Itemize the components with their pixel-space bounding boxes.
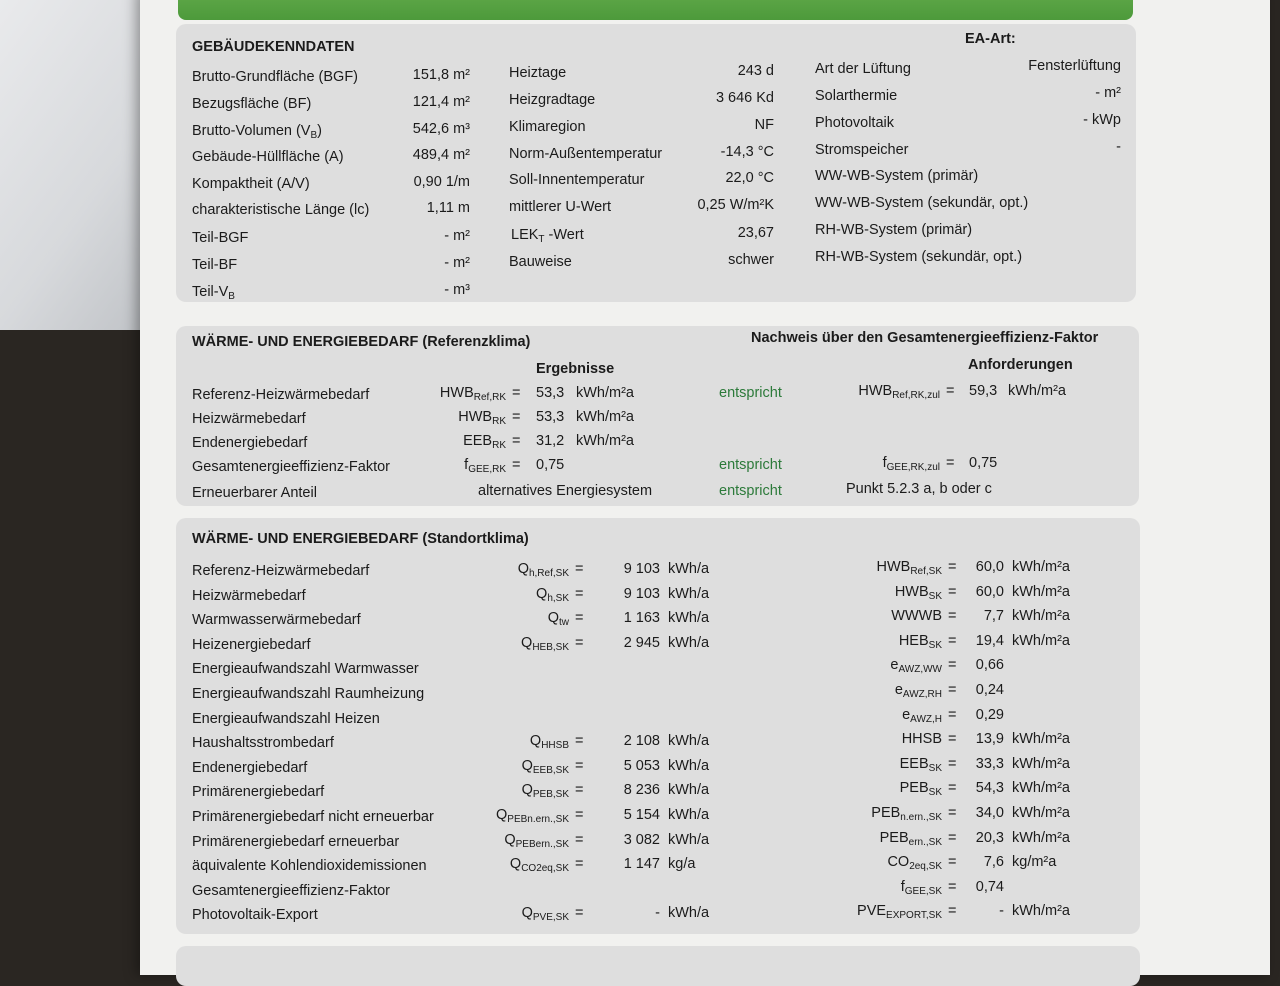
gk-climate-value: 23,67 xyxy=(737,225,774,241)
sk-r-symbol xyxy=(900,755,942,778)
sk-r-symbol-subscript: 2eq,SK xyxy=(909,861,942,872)
gk-climate-label xyxy=(511,226,584,249)
sk-r-symbol-subscript: GEE,SK xyxy=(904,886,942,897)
gk-climate-value: -14,3 °C xyxy=(720,144,774,160)
sk-r-equals: = xyxy=(948,903,957,919)
sk-r-symbol-subscript: ern.,SK xyxy=(908,837,942,848)
ref-symbol-subscript: RK xyxy=(492,440,506,451)
sk-equals: = xyxy=(575,610,584,626)
sk-symbol xyxy=(530,732,569,755)
sk-equals: = xyxy=(575,733,584,749)
sk-r-symbol-subscript: SK xyxy=(928,591,942,602)
sk-r-value: 33,3 xyxy=(975,756,1004,772)
sk-symbol-symbol: Q xyxy=(496,807,508,823)
ref-req-equals: = xyxy=(946,383,955,399)
sk-r-symbol-subscript: AWZ,RH xyxy=(902,689,942,700)
gk-system-label: Photovoltaik xyxy=(815,115,894,131)
sk-r-symbol-symbol: PVE xyxy=(857,903,887,919)
sk-r-symbol xyxy=(871,804,942,827)
ref-req-value: 0,75 xyxy=(969,455,998,471)
sk-equals: = xyxy=(575,905,584,921)
sk-symbol xyxy=(504,831,569,854)
sk-r-symbol-symbol: PEB xyxy=(879,830,909,846)
sk-equals: = xyxy=(575,856,584,872)
sk-unit: kg/a xyxy=(668,856,696,872)
sk-label: Photovoltaik-Export xyxy=(192,907,318,923)
sk-r-unit: kWh/m²a xyxy=(1012,830,1070,846)
sk-r-value: 19,4 xyxy=(975,633,1004,649)
sk-symbol xyxy=(522,904,569,927)
erneuerbarer-anteil-value: alternatives Energiesystem xyxy=(478,483,653,499)
bgf-label: charakteristische Länge (lc) xyxy=(192,202,370,218)
sk-r-symbol xyxy=(857,902,942,925)
sk-r-symbol-subscript: SK xyxy=(928,787,942,798)
gk-climate-label: mittlerer U-Wert xyxy=(509,199,612,215)
ref-req-value: 59,3 xyxy=(969,383,998,399)
sk-r-unit: kg/m²a xyxy=(1012,854,1057,870)
ref-req-symbol-subscript: Ref,RK,zul xyxy=(892,390,940,401)
ref-symbol-symbol: EEB xyxy=(463,433,493,449)
gk-system-label: Art der Lüftung xyxy=(815,61,911,77)
sk-r-equals: = xyxy=(948,682,957,698)
sk-r-symbol-symbol: HEB xyxy=(898,633,929,649)
sk-r-symbol xyxy=(899,632,942,655)
sk-symbol-subscript: PVE,SK xyxy=(532,912,569,923)
erneuerbarer-anteil-label: Erneuerbarer Anteil xyxy=(192,485,317,501)
sk-unit: kWh/a xyxy=(668,832,710,848)
sk-label: Endenergiebedarf xyxy=(192,760,308,776)
sk-unit: kWh/a xyxy=(668,782,710,798)
sk-unit: kWh/a xyxy=(668,905,710,921)
ref-req-symbol-subscript: GEE,RK,zul xyxy=(886,462,940,473)
gk-system-label: WW-WB-System (sekundär, opt.) xyxy=(815,195,1029,211)
gk-value: - m² xyxy=(444,228,470,244)
gk-value: - m³ xyxy=(444,282,470,298)
sk-symbol-subscript: tw xyxy=(559,617,569,628)
next-section xyxy=(176,946,1140,986)
sk-symbol xyxy=(536,585,569,608)
sk-r-symbol-symbol: HWB xyxy=(876,559,911,575)
sk-unit: kWh/a xyxy=(668,610,710,626)
sk-r-value: 0,24 xyxy=(975,682,1004,698)
gk-value: 121,4 m² xyxy=(412,94,470,110)
ref-status: entspricht xyxy=(719,457,782,473)
sk-unit: kWh/a xyxy=(668,635,710,651)
bgf-label: Gebäude-Hüllfläche (A) xyxy=(192,149,344,165)
sk-equals: = xyxy=(575,635,584,651)
sk-value: 9 103 xyxy=(623,561,660,577)
gk-label-main: LEK xyxy=(511,227,539,243)
sk-symbol xyxy=(548,609,569,632)
gk-system-label: RH-WB-System (primär) xyxy=(815,222,973,238)
gk-system-value: - kWp xyxy=(1083,112,1121,128)
ref-value: 0,75 xyxy=(536,457,565,473)
ref-equals: = xyxy=(512,409,521,425)
sk-label: Warmwasserwärmebedarf xyxy=(192,612,361,628)
ref-req-symbol xyxy=(858,382,940,405)
sk-value: - xyxy=(655,905,660,921)
sk-r-symbol xyxy=(901,878,942,901)
ref-unit: kWh/m²a xyxy=(576,409,634,425)
ref-symbol xyxy=(440,384,506,407)
bgf-label: Kompaktheit (A/V) xyxy=(192,176,310,192)
gk-climate-value: 3 646 Kd xyxy=(715,90,774,106)
sk-r-unit: kWh/m²a xyxy=(1012,608,1070,624)
sk-r-symbol-symbol: EEB xyxy=(899,756,929,772)
sk-r-value: - xyxy=(999,903,1004,919)
sk-symbol-symbol: Q xyxy=(547,610,559,626)
sk-symbol-subscript: PEBn.ern.,SK xyxy=(507,814,569,825)
sk-r-unit: kWh/m²a xyxy=(1012,780,1070,796)
sk-label: Primärenergiebedarf xyxy=(192,784,325,800)
sk-label: Energieaufwandszahl Raumheizung xyxy=(192,686,425,702)
ref-req-symbol-symbol: f xyxy=(882,455,887,471)
gk-climate-label: Heizgradtage xyxy=(509,92,596,108)
sk-unit: kWh/a xyxy=(668,733,710,749)
gk-climate-value: schwer xyxy=(728,252,774,268)
sk-equals: = xyxy=(575,586,584,602)
ref-symbol-subscript: GEE,RK xyxy=(468,464,506,475)
sk-equals: = xyxy=(575,832,584,848)
sk-r-value: 0,66 xyxy=(975,657,1004,673)
gk-system-label: Stromspeicher xyxy=(815,142,909,158)
referenzklima-section xyxy=(176,326,1139,506)
gk-system-label: Solarthermie xyxy=(815,88,898,104)
sk-r-unit: kWh/m²a xyxy=(1012,731,1070,747)
gk-climate-label: Norm-Außentemperatur xyxy=(509,146,663,162)
sk-label: Primärenergiebedarf nicht erneuerbar xyxy=(192,809,434,825)
bgf-label: Bezugsfläche (BF) xyxy=(192,96,312,112)
ref-req-symbol xyxy=(883,454,940,477)
sk-r-equals: = xyxy=(948,854,957,870)
gk-label-sub: B xyxy=(228,291,235,302)
sk-label: Heizwärmebedarf xyxy=(192,588,306,604)
sk-r-value: 54,3 xyxy=(975,780,1004,796)
sk-r-symbol xyxy=(876,558,942,581)
ref-status: entspricht xyxy=(719,385,782,401)
gk-label-end: ) xyxy=(317,123,322,139)
sk-r-symbol-symbol: HWB xyxy=(894,584,929,600)
gk-value: - m² xyxy=(444,255,470,271)
gk-label xyxy=(192,122,322,145)
gk-climate-value: 0,25 W/m²K xyxy=(697,197,774,213)
sk-r-symbol-subscript: n.ern.,SK xyxy=(900,812,942,823)
gk-system-value: - xyxy=(1116,139,1121,155)
gk-system-label: RH-WB-System (sekundär, opt.) xyxy=(815,249,1023,265)
ergebnisse-heading: Ergebnisse xyxy=(536,361,615,377)
referenzklima-title: WÄRME- UND ENERGIEBEDARF (Referenzklima) xyxy=(192,334,531,350)
ref-symbol-symbol: HWB xyxy=(439,385,474,401)
sk-label: äquivalente Kohlendioxidemissionen xyxy=(192,858,427,874)
sk-r-value: 34,0 xyxy=(975,805,1004,821)
sk-r-equals: = xyxy=(948,731,957,747)
gk-system-label: WW-WB-System (primär) xyxy=(815,168,979,184)
ref-symbol-subscript: Ref,RK xyxy=(473,392,506,403)
sk-value: 1 147 xyxy=(623,856,660,872)
sk-r-symbol-symbol: e xyxy=(894,682,903,698)
gk-system-value: - m² xyxy=(1095,85,1121,101)
header-green-bar xyxy=(178,0,1133,20)
sk-symbol-symbol: Q xyxy=(529,733,542,749)
ref-label: Heizwärmebedarf xyxy=(192,411,306,427)
ref-value: 31,2 xyxy=(536,433,565,449)
sk-r-symbol xyxy=(895,583,942,606)
sk-r-symbol-symbol: f xyxy=(900,879,905,895)
erneuerbarer-anteil-requirement: Punkt 5.2.3 a, b oder c xyxy=(846,481,992,497)
sk-symbol-symbol: Q xyxy=(536,586,548,602)
ea-art-label: EA-Art: xyxy=(965,31,1016,47)
ref-label: Referenz-Heizwärmebedarf xyxy=(192,387,370,403)
gk-climate-label: Klimaregion xyxy=(509,119,586,135)
gk-value: 1,11 m xyxy=(426,200,470,216)
bgf-label: Teil-BF xyxy=(192,257,238,273)
sk-r-unit: kWh/m²a xyxy=(1012,903,1070,919)
ref-equals: = xyxy=(512,385,521,401)
sk-r-equals: = xyxy=(948,780,957,796)
sk-r-symbol xyxy=(902,706,942,729)
sk-r-value: 60,0 xyxy=(975,559,1004,575)
sk-label: Heizenergiebedarf xyxy=(192,637,311,653)
sk-r-symbol xyxy=(902,730,942,753)
sk-r-symbol-subscript: EXPORT,SK xyxy=(886,910,942,921)
sk-r-symbol xyxy=(887,853,942,876)
gk-climate-value: NF xyxy=(754,117,774,133)
sk-r-equals: = xyxy=(948,584,957,600)
sk-r-symbol-symbol: e xyxy=(902,707,911,723)
sk-symbol-symbol: Q xyxy=(517,561,529,577)
sk-r-value: 60,0 xyxy=(975,584,1004,600)
sk-unit: kWh/a xyxy=(668,758,710,774)
sk-symbol-subscript: h,Ref,SK xyxy=(528,568,569,579)
gk-climate-label: Bauweise xyxy=(509,254,572,270)
sk-label: Referenz-Heizwärmebedarf xyxy=(192,563,370,579)
bgf-label: Brutto-Grundfläche (BGF) xyxy=(192,69,358,85)
sk-r-equals: = xyxy=(948,657,957,673)
sk-symbol-symbol: Q xyxy=(521,905,533,921)
sk-r-symbol xyxy=(895,681,942,704)
sk-r-equals: = xyxy=(948,879,957,895)
standortklima-title: WÄRME- UND ENERGIEBEDARF (Standortklima) xyxy=(192,531,529,547)
sk-r-symbol-subscript: AWZ,WW xyxy=(898,664,942,675)
sk-symbol xyxy=(496,806,569,829)
sk-r-unit: kWh/m²a xyxy=(1012,756,1070,772)
ref-equals: = xyxy=(512,457,521,473)
ref-req-equals: = xyxy=(946,455,955,471)
sk-equals: = xyxy=(575,782,584,798)
sk-symbol-symbol: Q xyxy=(521,635,533,651)
sk-value: 2 945 xyxy=(623,635,660,651)
sk-equals: = xyxy=(575,758,584,774)
sk-symbol-symbol: Q xyxy=(521,782,533,798)
ref-symbol-symbol: f xyxy=(464,457,469,473)
gk-value: 0,90 1/m xyxy=(413,174,470,190)
ref-label: Gesamtenergieeffizienz-Faktor xyxy=(192,459,390,475)
ref-equals: = xyxy=(512,433,521,449)
ref-symbol xyxy=(458,408,506,431)
sk-label: Gesamtenergieeffizienz-Faktor xyxy=(192,883,390,899)
sk-symbol-subscript: EEB,SK xyxy=(532,765,569,776)
ref-symbol-subscript: RK xyxy=(492,416,506,427)
sk-symbol xyxy=(510,855,569,878)
sk-r-symbol-symbol: PEB xyxy=(899,780,929,796)
sk-r-value: 13,9 xyxy=(975,731,1004,747)
gk-label-sub: T xyxy=(538,234,545,245)
sk-r-equals: = xyxy=(948,830,957,846)
sk-value: 2 108 xyxy=(623,733,660,749)
gk-label-end: -Wert xyxy=(544,227,584,243)
sk-r-symbol-subscript: Ref,SK xyxy=(910,566,942,577)
ref-symbol-symbol: HWB xyxy=(458,409,493,425)
sk-r-symbol xyxy=(900,779,942,802)
gk-label-main: Brutto-Volumen (V xyxy=(192,123,311,139)
sk-r-equals: = xyxy=(948,756,957,772)
ref-value: 53,3 xyxy=(536,385,565,401)
sk-symbol-subscript: h,SK xyxy=(547,593,569,604)
ref-unit: kWh/m²a xyxy=(576,385,634,401)
gk-value: 542,6 m³ xyxy=(412,121,470,137)
sk-unit: kWh/a xyxy=(668,807,710,823)
sk-equals: = xyxy=(575,807,584,823)
sk-label: Primärenergiebedarf erneuerbar xyxy=(192,834,400,850)
sk-r-unit: kWh/m²a xyxy=(1012,559,1070,575)
sk-r-unit: kWh/m²a xyxy=(1012,805,1070,821)
gk-climate-value: 22,0 °C xyxy=(725,170,774,186)
sk-equals: = xyxy=(575,561,584,577)
sk-r-equals: = xyxy=(948,633,957,649)
sk-symbol xyxy=(522,757,569,780)
gk-label-main: Teil-V xyxy=(192,284,229,300)
sk-r-value: 7,7 xyxy=(983,608,1004,624)
bgf-label: Teil-BGF xyxy=(192,230,249,246)
sk-r-symbol xyxy=(891,607,942,630)
ref-symbol xyxy=(463,432,506,455)
sk-r-value: 0,74 xyxy=(975,879,1004,895)
gk-climate-label: Heiztage xyxy=(509,65,567,81)
sk-symbol-symbol: Q xyxy=(509,856,522,872)
ref-req-unit: kWh/m²a xyxy=(1008,383,1066,399)
sk-symbol xyxy=(522,781,569,804)
gk-climate-value: 243 d xyxy=(737,63,774,79)
gk-label-sub: B xyxy=(310,130,318,141)
gk-value: 151,8 m² xyxy=(412,67,470,83)
ref-unit: kWh/m²a xyxy=(576,433,634,449)
sk-r-value: 20,3 xyxy=(975,830,1004,846)
sk-symbol-symbol: Q xyxy=(504,832,516,848)
sk-label: Energieaufwandszahl Warmwasser xyxy=(192,661,419,677)
sk-r-symbol-subscript: SK xyxy=(928,763,942,774)
sk-symbol-subscript: CO2eq,SK xyxy=(521,863,569,874)
ref-symbol xyxy=(464,456,506,479)
gk-climate-label: Soll-Innentemperatur xyxy=(509,172,645,188)
sk-symbol xyxy=(521,634,569,657)
sk-r-symbol-symbol: CO xyxy=(887,854,910,870)
sk-r-symbol-symbol: e xyxy=(890,657,899,673)
sk-r-equals: = xyxy=(948,805,957,821)
sk-value: 5 154 xyxy=(623,807,660,823)
sk-label: Energieaufwandszahl Heizen xyxy=(192,711,380,727)
sk-r-value: 7,6 xyxy=(983,854,1004,870)
gebaeudekenndaten-title: GEBÄUDEKENNDATEN xyxy=(192,39,355,55)
sk-r-symbol xyxy=(880,829,942,852)
sk-label: Haushaltsstrombedarf xyxy=(192,735,334,751)
sk-value: 9 103 xyxy=(623,586,660,602)
sk-r-symbol-subscript: AWZ,H xyxy=(910,714,942,725)
sk-r-unit: kWh/m²a xyxy=(1012,584,1070,600)
sk-r-unit: kWh/m²a xyxy=(1012,633,1070,649)
sk-r-symbol xyxy=(890,656,942,679)
sk-symbol-symbol: Q xyxy=(521,758,533,774)
sk-symbol xyxy=(518,560,569,583)
sk-symbol-subscript: PEBern.,SK xyxy=(515,839,569,850)
sk-value: 8 236 xyxy=(623,782,660,798)
sk-r-symbol-symbol: HHSB xyxy=(901,731,942,747)
sk-r-equals: = xyxy=(948,559,957,575)
gk-label xyxy=(192,283,235,306)
ref-req-symbol-symbol: HWB xyxy=(858,383,893,399)
gk-value: 489,4 m² xyxy=(412,147,470,163)
sk-r-value: 0,29 xyxy=(975,707,1004,723)
sk-symbol-subscript: HHSB xyxy=(541,740,569,751)
sk-r-symbol-symbol: PEB xyxy=(871,805,901,821)
sk-r-symbol-subscript: SK xyxy=(928,640,942,651)
anforderungen-heading: Anforderungen xyxy=(968,357,1073,373)
sk-symbol-subscript: PEB,SK xyxy=(532,789,569,800)
sk-value: 5 053 xyxy=(623,758,660,774)
ref-label: Endenergiebedarf xyxy=(192,435,308,451)
sk-unit: kWh/a xyxy=(668,561,710,577)
sk-value: 3 082 xyxy=(623,832,660,848)
nachweis-heading: Nachweis über den Gesamtenergieeffizienz-Faktor xyxy=(751,330,1099,346)
sk-symbol-subscript: HEB,SK xyxy=(532,642,569,653)
sk-r-equals: = xyxy=(948,608,957,624)
sk-unit: kWh/a xyxy=(668,586,710,602)
sk-r-equals: = xyxy=(948,707,957,723)
sk-r-symbol-symbol: WWWB xyxy=(891,608,942,624)
erneuerbarer-anteil-status: entspricht xyxy=(719,483,782,499)
ref-value: 53,3 xyxy=(536,409,565,425)
sk-value: 1 163 xyxy=(623,610,660,626)
gk-system-value: Fensterlüftung xyxy=(1028,58,1121,74)
